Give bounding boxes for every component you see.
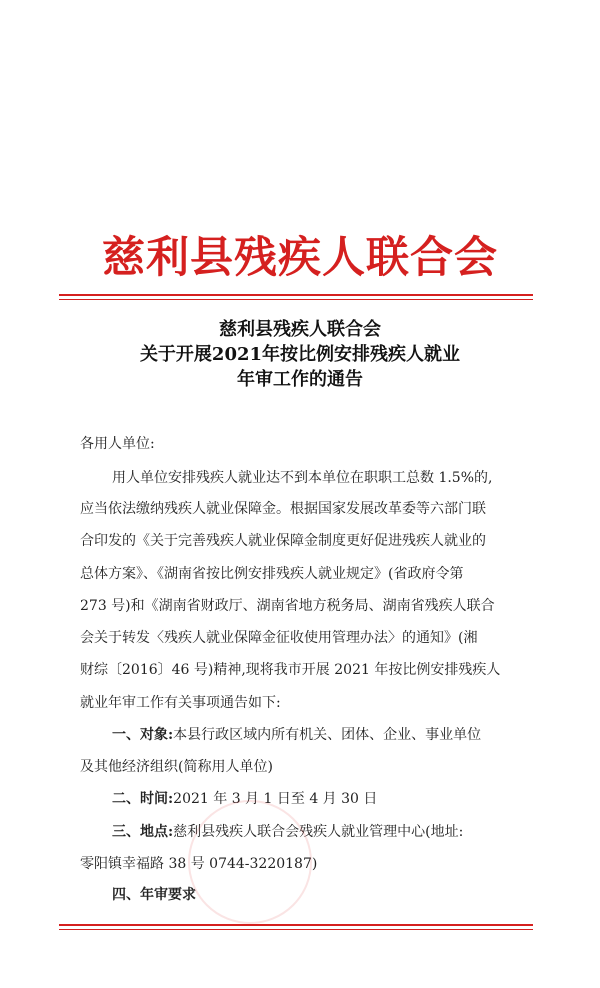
item-place-text: 慈利县残疾人联合会残疾人就业管理中心(地址: (173, 824, 464, 840)
notice-title-line-3: 年审工作的通告 (237, 369, 363, 390)
notice-title-line-2: 关于开展2021年按比例安排残疾人就业 (139, 344, 461, 365)
item-object (112, 725, 582, 745)
item-requirements-label: 四、年审要求 (112, 887, 196, 903)
notice-title-line-1: 慈利县残疾人联合会 (219, 319, 381, 340)
footer-rule-thin (59, 929, 533, 930)
body-line: 总体方案》、《湖南省按比例安排残疾人就业规定》(省政府令第 (80, 566, 464, 582)
item-place (112, 822, 582, 842)
body-line: 273 号)和《湖南省财政厅、湖南省地方税务局、湖南省残疾人联合 (80, 598, 495, 614)
item-object-continued: 及其他经济组织(简称用人单位) (80, 759, 273, 775)
salutation: 各用人单位: (80, 436, 155, 452)
item-object-text: 本县行政区域内所有机关、团体、企业、事业单位 (173, 727, 482, 743)
masthead-title: 慈利县残疾人联合会 (102, 233, 498, 283)
item-time-label: 二、时间: (112, 791, 174, 807)
item-time-text: 2021 年 3 月 1 日至 4 月 30 日 (173, 791, 378, 807)
body-line: 应当依法缴纳残疾人就业保障金。根据国家发展改革委等六部门联 (80, 501, 486, 517)
item-place-continued: 零阳镇幸福路 38 号 0744-3220187) (80, 856, 318, 872)
item-place-label: 三、地点: (112, 824, 174, 840)
body-line: 就业年审工作有关事项通告如下: (80, 695, 281, 711)
masthead-rule-thick (59, 294, 533, 296)
item-time (112, 789, 582, 809)
body-line: 用人单位安排残疾人就业达不到本单位在职职工总数 1.5%的, (112, 470, 493, 486)
footer-rule-thick (59, 924, 533, 926)
masthead-rule-thin (59, 299, 533, 300)
body-line: 合印发的《关于完善残疾人就业保障金制度更好促进残疾人就业的 (80, 533, 486, 549)
item-object-label: 一、对象: (112, 727, 174, 743)
body-line: 财综〔2016〕46 号)精神,现将我市开展 2021 年按比例安排残疾人 (80, 662, 501, 678)
body-line: 会关于转发〈残疾人就业保障金征收使用管理办法〉的通知》(湘 (80, 630, 478, 646)
